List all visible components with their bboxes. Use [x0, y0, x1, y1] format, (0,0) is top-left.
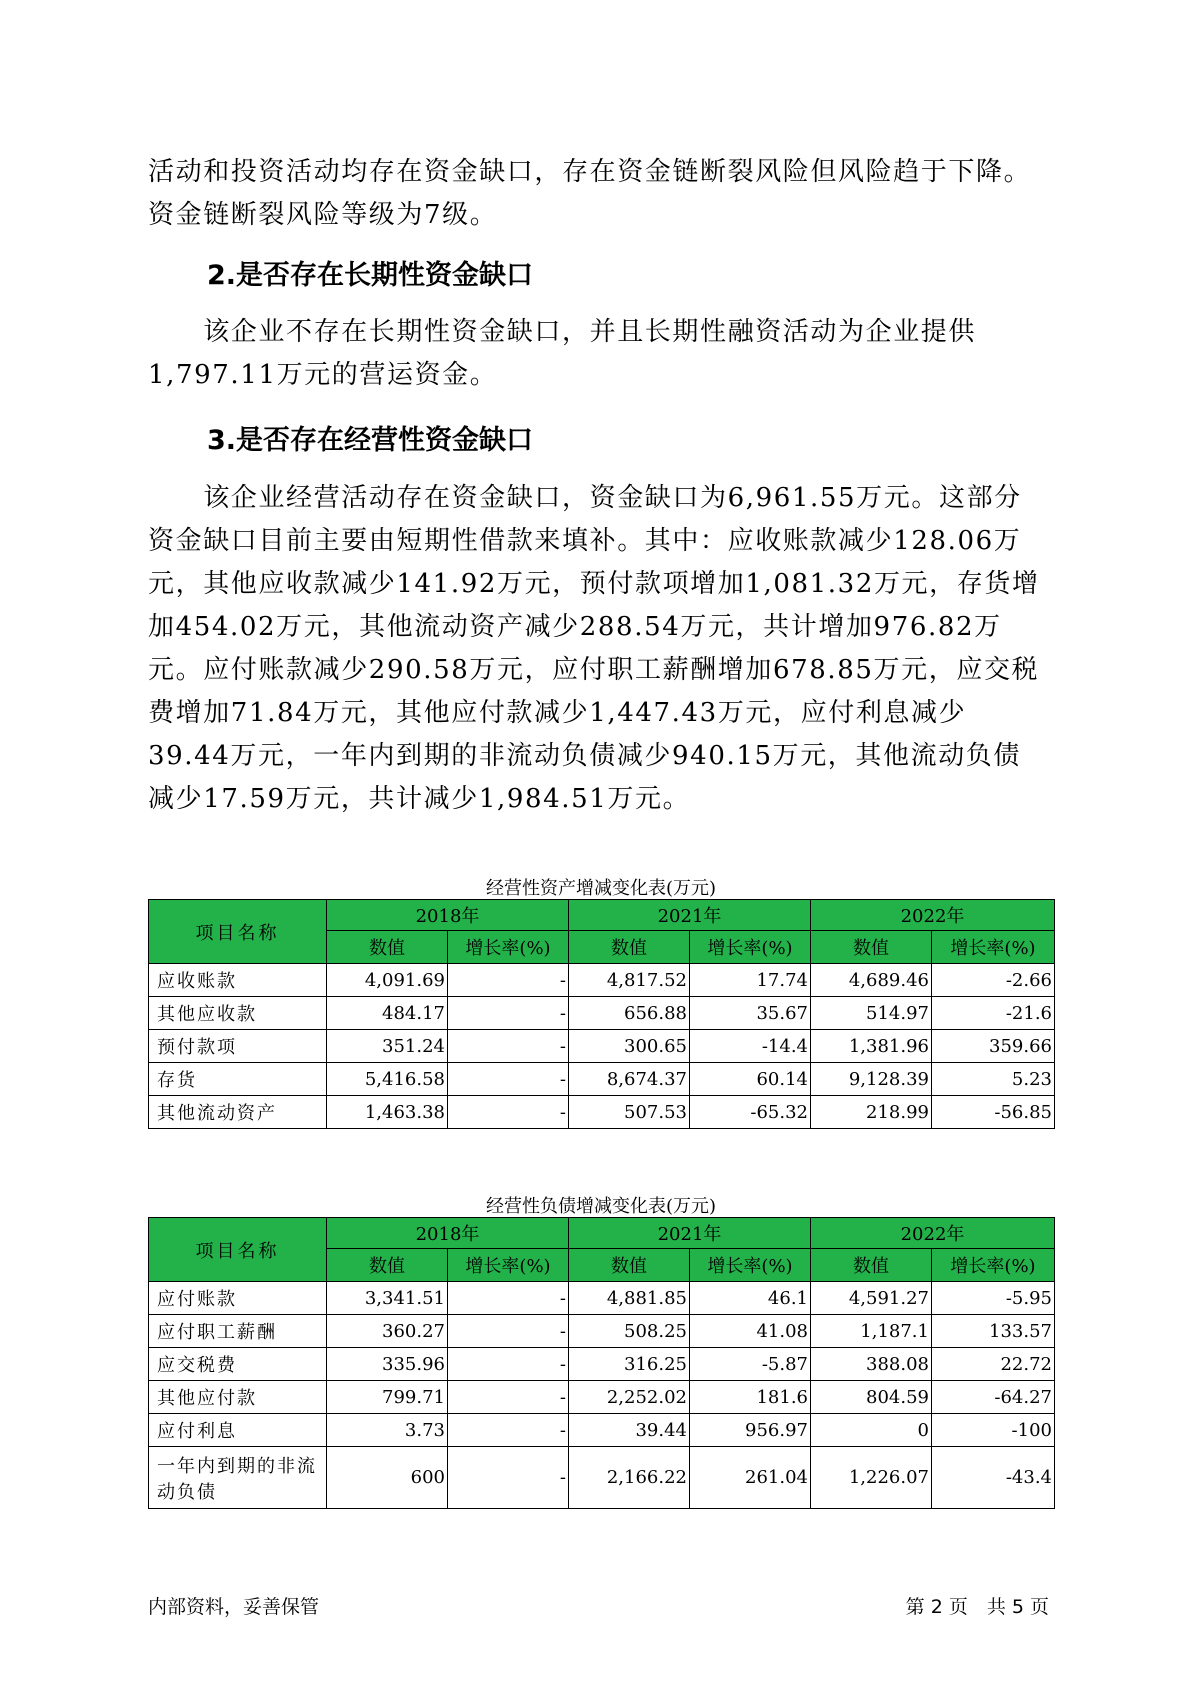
cell-value: 1,463.38: [327, 1096, 448, 1129]
assets-change-table: [148, 899, 1055, 1129]
cell-value: 360.27: [327, 1315, 448, 1348]
cell-value: 2,166.22: [569, 1447, 690, 1509]
liabilities-change-table: [148, 1217, 1055, 1509]
table-row: [149, 1030, 1055, 1063]
cell-value: 514.97: [811, 997, 932, 1030]
liabilities-table-caption: 经营性负债增减变化表(万元): [485, 1196, 717, 1217]
cell-growth-rate: 956.97: [690, 1414, 811, 1447]
cell-growth-rate: -: [448, 964, 569, 997]
table-row: [149, 1348, 1055, 1381]
cell-value: 3.73: [327, 1414, 448, 1447]
row-item-name: 应交税费: [149, 1348, 327, 1381]
header-year-2021: 2021年: [569, 900, 811, 931]
cell-growth-rate: 5.23: [932, 1063, 1055, 1096]
cell-value: 9,128.39: [811, 1063, 932, 1096]
cell-growth-rate: -: [448, 1381, 569, 1414]
table-row: [149, 964, 1055, 997]
cell-value: 8,674.37: [569, 1063, 690, 1096]
row-item-name: 其他应收款: [149, 997, 327, 1030]
cell-growth-rate: -2.66: [932, 964, 1055, 997]
table-row: [149, 1096, 1055, 1129]
row-item-name: 应付利息: [149, 1414, 327, 1447]
cell-growth-rate: -43.4: [932, 1447, 1055, 1509]
header-value: 数值: [811, 1249, 932, 1282]
header-value: 数值: [327, 931, 448, 964]
cell-value: 39.44: [569, 1414, 690, 1447]
cell-growth-rate: -: [448, 1096, 569, 1129]
footer-page-number: 第 2 页 共 5 页: [905, 1596, 1049, 1618]
header-rate: 增长率(%): [448, 931, 569, 964]
cell-growth-rate: 35.67: [690, 997, 811, 1030]
cell-growth-rate: -5.95: [932, 1282, 1055, 1315]
cell-value: 4,881.85: [569, 1282, 690, 1315]
cell-growth-rate: 359.66: [932, 1030, 1055, 1063]
header-value: 数值: [811, 931, 932, 964]
header-value: 数值: [569, 931, 690, 964]
cell-growth-rate: -: [448, 1063, 569, 1096]
cell-value: 5,416.58: [327, 1063, 448, 1096]
table-row: [149, 1381, 1055, 1414]
row-item-name: 应付职工薪酬: [149, 1315, 327, 1348]
cell-growth-rate: 261.04: [690, 1447, 811, 1509]
section-2-paragraph: 该企业不存在长期性资金缺口，并且长期性融资活动为企业提供1,797.11万元的营运资金。: [148, 317, 977, 390]
cell-value: 2,252.02: [569, 1381, 690, 1414]
cell-growth-rate: 41.08: [690, 1315, 811, 1348]
cell-growth-rate: -: [448, 997, 569, 1030]
cell-value: 4,091.69: [327, 964, 448, 997]
row-item-name: 其他应付款: [149, 1381, 327, 1414]
cell-value: 1,187.1: [811, 1315, 932, 1348]
header-rate: 增长率(%): [932, 1249, 1055, 1282]
cell-value: 4,817.52: [569, 964, 690, 997]
assets-table-caption: 经营性资产增减变化表(万元): [485, 878, 717, 899]
cell-growth-rate: -14.4: [690, 1030, 811, 1063]
cell-value: 0: [811, 1414, 932, 1447]
table-row: [149, 1282, 1055, 1315]
header-rate: 增长率(%): [932, 931, 1055, 964]
cell-value: 507.53: [569, 1096, 690, 1129]
cell-value: 316.25: [569, 1348, 690, 1381]
cell-value: 1,381.96: [811, 1030, 932, 1063]
header-rate: 增长率(%): [690, 931, 811, 964]
footer-confidential-note: 内部资料，妥善保管: [148, 1596, 320, 1618]
header-year-2022: 2022年: [811, 1218, 1055, 1249]
cell-value: 656.88: [569, 997, 690, 1030]
cell-growth-rate: 60.14: [690, 1063, 811, 1096]
table-row: [149, 997, 1055, 1030]
cell-value: 335.96: [327, 1348, 448, 1381]
table-row: [149, 1063, 1055, 1096]
section-2-heading: 2.是否存在长期性资金缺口: [207, 260, 534, 291]
table-row: [149, 1315, 1055, 1348]
cell-value: 4,689.46: [811, 964, 932, 997]
cell-growth-rate: -: [448, 1282, 569, 1315]
cell-value: 388.08: [811, 1348, 932, 1381]
header-project-name: 项目名称: [149, 1218, 327, 1282]
table-row: [149, 1414, 1055, 1447]
header-rate: 增长率(%): [448, 1249, 569, 1282]
cell-growth-rate: -21.6: [932, 997, 1055, 1030]
row-item-name: 存货: [149, 1063, 327, 1096]
cell-growth-rate: -5.87: [690, 1348, 811, 1381]
header-year-2018: 2018年: [327, 900, 569, 931]
cell-growth-rate: 133.57: [932, 1315, 1055, 1348]
cell-value: 508.25: [569, 1315, 690, 1348]
header-value: 数值: [569, 1249, 690, 1282]
cell-value: 218.99: [811, 1096, 932, 1129]
cell-growth-rate: -: [448, 1447, 569, 1509]
cell-growth-rate: 46.1: [690, 1282, 811, 1315]
cell-value: 300.65: [569, 1030, 690, 1063]
header-rate: 增长率(%): [690, 1249, 811, 1282]
cell-value: 3,341.51: [327, 1282, 448, 1315]
cell-value: 484.17: [327, 997, 448, 1030]
section-3-paragraph: 该企业经营活动存在资金缺口，资金缺口为6,961.55万元。这部分资金缺口目前主要由短期性借款来填补。其中：应收账款减少128.06万元，其他应收款减少141.92万元，预付款项增加1,081.32万元，存货增加454.02万元，其他流动资产减少288.54万元，共计增加976.82万元。应付账款减少290.58万元，应付职工薪酬增加678.85万元，应交税费增加71.84万元，其他应付款减少1,447.43万元，应付利息减少39.44万元，一年内到期的非流动负债减少940.15万元，其他流动负债减少17.59万元，共计减少1,984.51万元。: [148, 483, 1040, 814]
cell-growth-rate: 22.72: [932, 1348, 1055, 1381]
cell-growth-rate: -64.27: [932, 1381, 1055, 1414]
cell-growth-rate: -65.32: [690, 1096, 811, 1129]
cell-value: 1,226.07: [811, 1447, 932, 1509]
row-item-name: 一年内到期的非流动负债: [149, 1447, 327, 1509]
cell-growth-rate: -: [448, 1414, 569, 1447]
header-year-2022: 2022年: [811, 900, 1055, 931]
cell-value: 799.71: [327, 1381, 448, 1414]
cell-growth-rate: -100: [932, 1414, 1055, 1447]
header-project-name: 项目名称: [149, 900, 327, 964]
row-item-name: 应付账款: [149, 1282, 327, 1315]
cell-value: 4,591.27: [811, 1282, 932, 1315]
header-value: 数值: [327, 1249, 448, 1282]
table-row: [149, 1447, 1055, 1509]
cell-value: 351.24: [327, 1030, 448, 1063]
header-year-2021: 2021年: [569, 1218, 811, 1249]
section-3-heading: 3.是否存在经营性资金缺口: [207, 425, 534, 456]
cell-growth-rate: -: [448, 1348, 569, 1381]
cell-growth-rate: -: [448, 1030, 569, 1063]
header-year-2018: 2018年: [327, 1218, 569, 1249]
cell-value: 804.59: [811, 1381, 932, 1414]
cell-growth-rate: 17.74: [690, 964, 811, 997]
cell-growth-rate: -56.85: [932, 1096, 1055, 1129]
row-item-name: 预付款项: [149, 1030, 327, 1063]
cell-value: 600: [327, 1447, 448, 1509]
cell-growth-rate: -: [448, 1315, 569, 1348]
row-item-name: 其他流动资产: [149, 1096, 327, 1129]
row-item-name: 应收账款: [149, 964, 327, 997]
intro-paragraph: 活动和投资活动均存在资金缺口，存在资金链断裂风险但风险趋于下降。资金链断裂风险等级为7级。: [148, 157, 1032, 230]
cell-growth-rate: 181.6: [690, 1381, 811, 1414]
